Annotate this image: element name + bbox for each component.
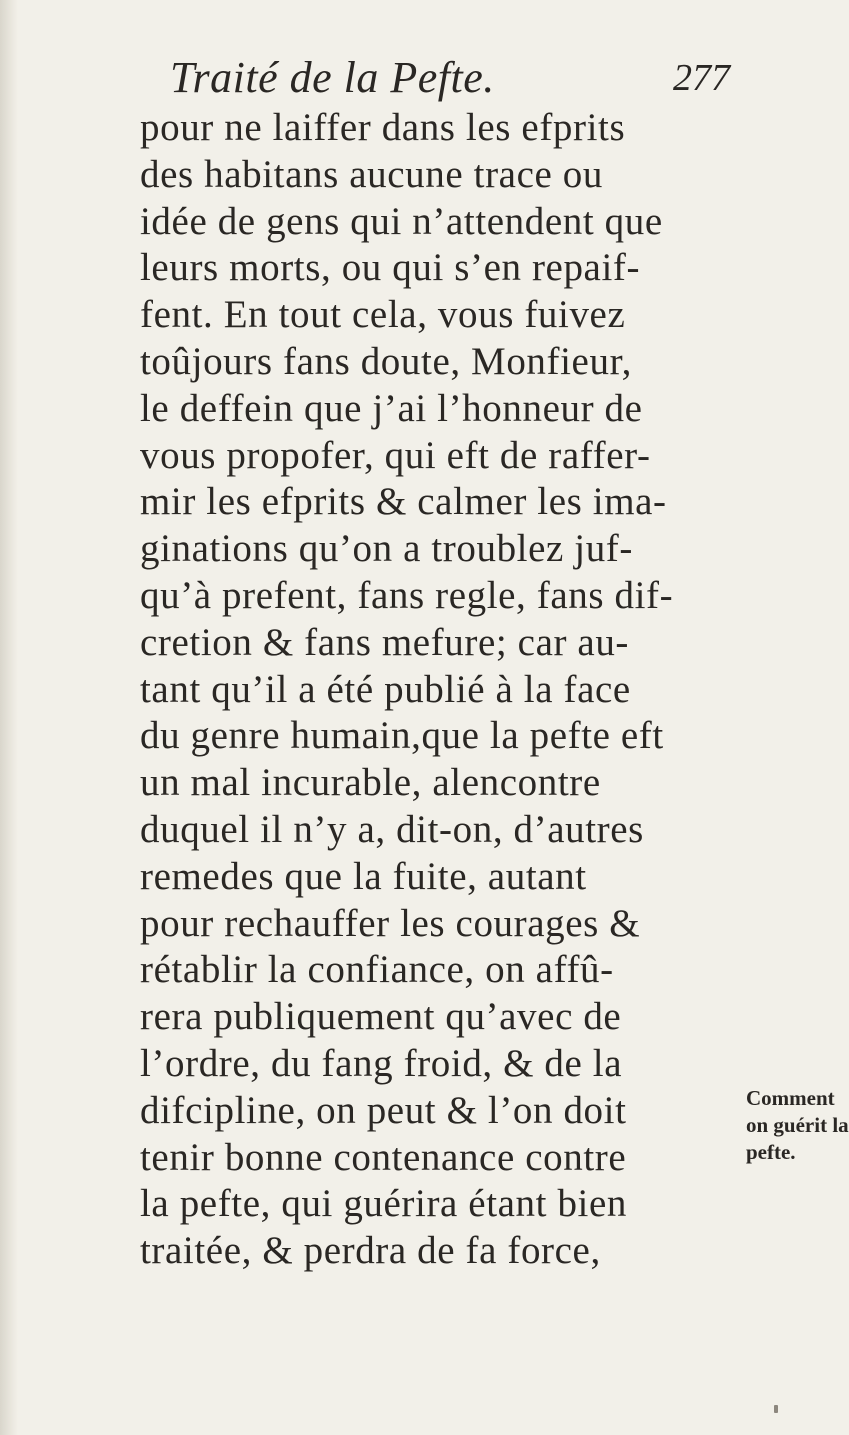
text-line: du genre humain,que la pefte eft bbox=[140, 714, 664, 758]
text-line: qu’à prefent, fans regle, fans dif- bbox=[140, 573, 674, 617]
text-line: pour rechauffer les courages & bbox=[140, 901, 641, 945]
text-line: cretion & fans mefure; car au- bbox=[140, 620, 630, 664]
text-line: traitée, & perdra de fa force, bbox=[140, 1229, 601, 1273]
text-line: un mal incurable, alencontre bbox=[140, 761, 601, 805]
running-title: Traité de la Pefte. bbox=[170, 53, 495, 102]
page-edge bbox=[0, 0, 18, 1435]
text-line: des habitans aucune trace ou bbox=[140, 152, 603, 196]
body-text bbox=[140, 105, 740, 1275]
text-line: pour ne laiffer dans les efprits bbox=[140, 106, 626, 149]
text-line: remedes que la fuite, autant bbox=[140, 854, 587, 898]
text-line: rétablir la confiance, on affû- bbox=[140, 948, 614, 992]
page-number: 277 bbox=[673, 57, 730, 99]
text-line: la pefte, qui guérira étant bien bbox=[140, 1182, 627, 1226]
text-line: toûjours fans doute, Monfieur, bbox=[140, 339, 632, 383]
text-line: vous propofer, qui eft de raffer- bbox=[140, 433, 651, 477]
text-line: le deffein que j’ai l’honneur de bbox=[140, 386, 643, 430]
margin-note-line: Comment bbox=[746, 1086, 835, 1110]
text-line: idée de gens qui n’attendent que bbox=[140, 199, 663, 243]
text-line: ginations qu’on a troublez juf- bbox=[140, 527, 633, 571]
margin-note-line: on guérit la bbox=[746, 1113, 849, 1137]
text-line: tenir bonne contenance contre bbox=[140, 1135, 627, 1179]
margin-note-line: pefte. bbox=[746, 1140, 796, 1164]
text-line: rera publiquement qu’avec de bbox=[140, 995, 622, 1039]
text-line: leurs morts, ou qui s’en repaif- bbox=[140, 246, 641, 290]
margin-note bbox=[746, 1085, 849, 1166]
text-line: tant qu’il a été publié à la face bbox=[140, 667, 631, 711]
page-header bbox=[170, 52, 730, 112]
text-line: difcipline, on peut & l’on doit bbox=[140, 1088, 627, 1132]
text-line: l’ordre, du fang froid, & de la bbox=[140, 1041, 623, 1085]
printer-mark bbox=[774, 1405, 778, 1413]
text-line: mir les efprits & calmer les ima- bbox=[140, 480, 667, 524]
text-line: fent. En tout cela, vous fuivez bbox=[140, 293, 626, 337]
text-line: duquel il n’y a, dit-on, d’autres bbox=[140, 807, 644, 851]
